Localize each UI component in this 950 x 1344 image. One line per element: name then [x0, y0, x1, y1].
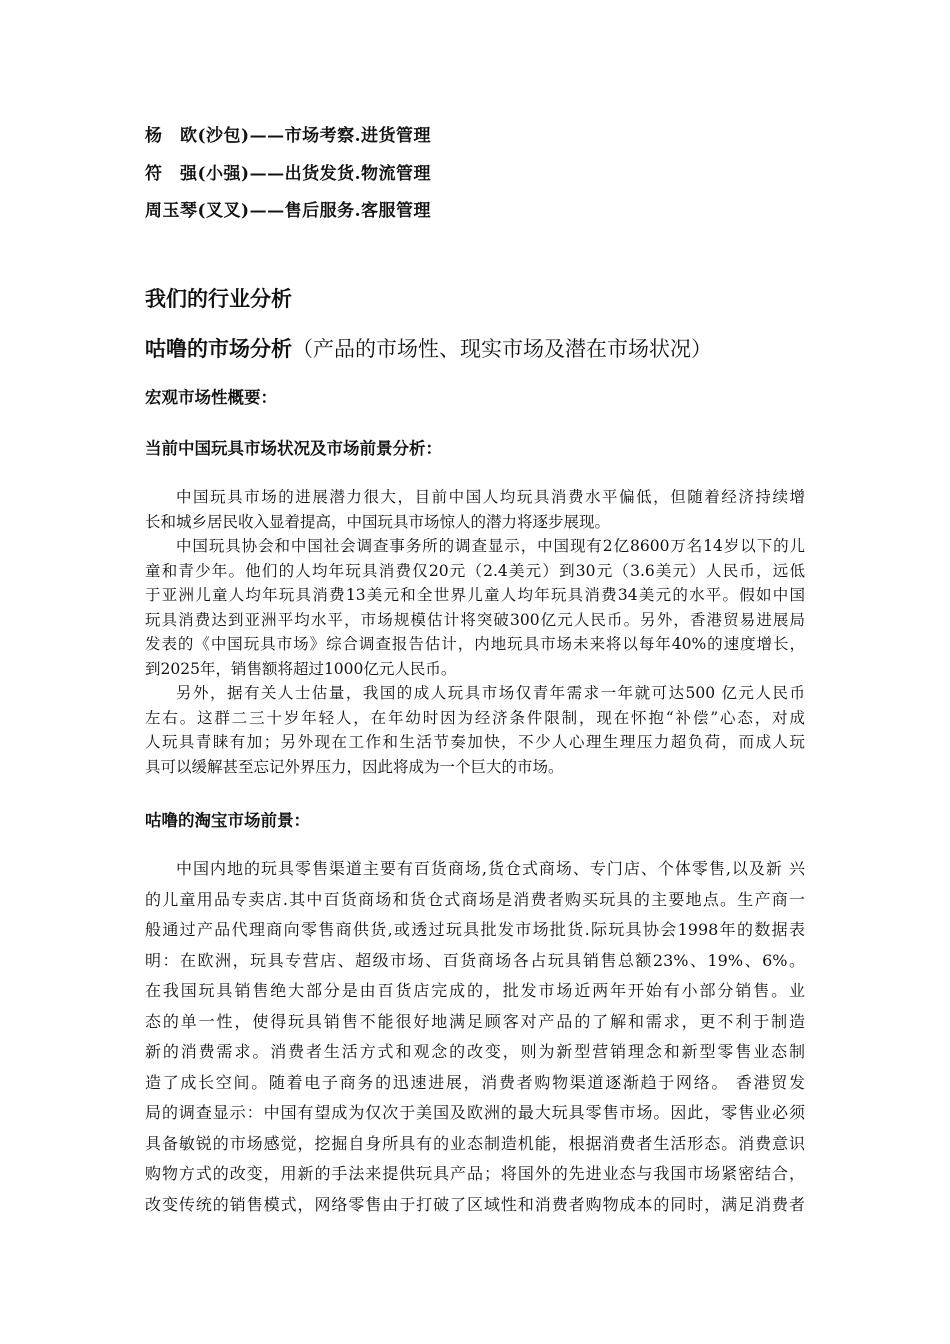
paragraph-line: 购物方式的改变，用新的手法来提供玩具产品；将国外的先进业态与我国市场紧密结合，: [145, 1164, 805, 1183]
paragraph-line: 人玩具青睐有加；另外现在工作和生活节奏加快，不少人心理生理压力超负荷，而成人玩: [145, 733, 805, 751]
industry-analysis-heading: 我们的行业分析: [145, 287, 292, 311]
market-analysis-title: 咕噜的市场分析: [145, 337, 292, 361]
member-role: ——售后服务.客服管理: [249, 201, 432, 221]
current-market-heading: 当前中国玩具市场状况及市场前景分析：: [145, 439, 442, 458]
paragraph-line: 于亚洲儿童人均年玩具消费13美元和全世界儿童人均年玩具消费34美元的水平。假如中国: [145, 586, 805, 604]
paragraph-line: 改变传统的销售模式，网络零售由于打破了区域性和消费者购物成本的同时，满足消费者: [145, 1194, 805, 1214]
paragraph-line: 到2025年，销售额将超过1000亿元人民币。: [145, 659, 457, 678]
paragraph-line: 另外，据有关人士估量，我国的成人玩具市场仅青年需求一年就可达500 亿元人民币: [176, 684, 805, 702]
paragraph-line: 局的调查显示：中国有望成为仅次于美国及欧洲的最大玩具零售市场。因此，零售业必须: [145, 1103, 805, 1122]
paragraph-line: 左右。这群二三十岁年轻人，在年幼时因为经济条件限制，现在怀抱“补偿”心态，对成: [145, 708, 805, 727]
paragraph-line: 具备敏锐的市场感觉，挖掘自身所具有的业态制造机能，根据消费者生活形态。消费意识: [145, 1133, 805, 1153]
taobao-market-heading: 咕噜的淘宝市场前景：: [145, 811, 310, 830]
team-member: [145, 118, 805, 156]
paragraph-line: 童和青少年。他们的人均年玩具消费仅20元（2.4美元）到30元（3.6美元）人民币，远低: [145, 561, 805, 580]
market-analysis-heading: [145, 331, 805, 367]
paragraph-line: 态的单一性，使得玩具销售不能很好地满足顾客对产品的了解和需求，更不利于制造: [145, 1011, 805, 1031]
member-role: ——市场考察.进货管理: [249, 126, 432, 146]
paragraph-line: 中国玩具市场的进展潜力很大，目前中国人均玩具消费水平偏低，但随着经济持续增: [176, 488, 805, 506]
paragraph-line: 般通过产品代理商向零售商供货,或透过玩具批发市场批货.际玩具协会1998年的数据表: [145, 920, 805, 939]
team-member: [145, 156, 805, 194]
paragraph-line: 的儿童用品专卖店.其中百货商场和货仓式商场是消费者购买玩具的主要地点。生产商一: [145, 889, 805, 909]
paragraph-line: 具可以缓解甚至忘记外界压力，因此将成为一个巨大的市场。: [145, 757, 564, 776]
paragraph-line: 造了成长空间。随着电子商务的迅速进展，消费者购物渠道逐渐趋于网络。 香港贸发: [145, 1072, 805, 1092]
paragraph-line: 长和城乡居民收入显着提高，中国玩具市场惊人的潜力将逐步展现。: [145, 512, 611, 531]
member-role: ——出货发货.物流管理: [249, 163, 432, 184]
paragraph-line: 明：在欧洲，玩具专营店、超级市场、百货商场各占玩具销售总额23%、19%、6%。: [145, 950, 805, 970]
paragraph-line: 中国玩具协会和中国社会调查事务所的调查显示，中国现有2亿8600万名14岁以下的儿: [176, 537, 805, 555]
macro-market-heading: 宏观市场性概要：: [145, 388, 277, 407]
team-list: [145, 118, 805, 231]
paragraph-line: 新的消费需求。消费者生活方式和观念的改变，则为新型营销理念和新型零售业态制: [145, 1042, 805, 1061]
current-market-body: [145, 485, 805, 779]
paragraph-line: 玩具消费达到亚洲平均水平，市场规模估计将突破300亿元人民币。另外，香港贸易进展局: [145, 610, 805, 629]
member-name: 符 强(小强): [145, 163, 250, 184]
member-name: 周玉琴(叉叉): [145, 201, 250, 221]
team-member: [145, 193, 805, 231]
paragraph-line: 发表的《中国玩具市场》综合调查报告估计，内地玩具市场未来将以每年40%的速度增长，: [145, 635, 805, 653]
market-analysis-subtitle: （产品的市场性、现实市场及潜在市场状况）: [292, 337, 712, 361]
taobao-market-body: [145, 854, 805, 1220]
paragraph-line: 在我国玩具销售绝大部分是由百货店完成的，批发市场近两年开始有小部分销售。业: [145, 981, 805, 1000]
paragraph-line: 中国内地的玩具零售渠道主要有百货商场,货仓式商场、专门店、个体零售,以及新 兴: [176, 859, 805, 878]
member-name: 杨 欧(沙包): [145, 126, 250, 146]
